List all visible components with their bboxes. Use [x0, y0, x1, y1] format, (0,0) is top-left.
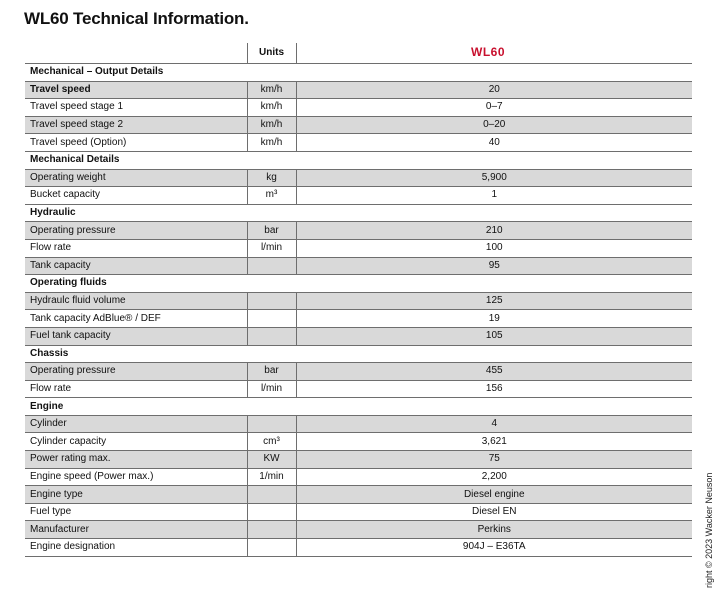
row-label: Manufacturer	[25, 521, 247, 539]
row-value: Diesel engine	[296, 486, 692, 504]
row-unit: bar	[247, 363, 296, 381]
row-unit	[247, 521, 296, 539]
table-row	[25, 327, 692, 345]
table-row	[25, 451, 692, 469]
row-unit	[247, 310, 296, 328]
table-row	[25, 81, 692, 99]
row-value: 5,900	[296, 169, 692, 187]
row-label: Flow rate	[25, 239, 247, 257]
row-value: 95	[296, 257, 692, 275]
row-unit	[247, 503, 296, 521]
row-value: 0–7	[296, 99, 692, 117]
row-label: Cylinder capacity	[25, 433, 247, 451]
row-label: Tank capacity AdBlue® / DEF	[25, 310, 247, 328]
row-label: Engine designation	[25, 539, 247, 557]
table-row	[25, 380, 692, 398]
row-unit: cm³	[247, 433, 296, 451]
row-unit: km/h	[247, 81, 296, 99]
table-row	[25, 468, 692, 486]
section-title: Engine	[25, 398, 692, 416]
table-header-row	[25, 43, 692, 64]
row-value: 125	[296, 292, 692, 310]
row-value: 75	[296, 451, 692, 469]
row-unit: KW	[247, 451, 296, 469]
table-row	[25, 187, 692, 205]
row-label: Cylinder	[25, 415, 247, 433]
table-row	[25, 239, 692, 257]
page-title: WL60 Technical Information.	[24, 9, 249, 28]
spec-table-body	[25, 64, 692, 557]
table-row	[25, 363, 692, 381]
row-value: 4	[296, 415, 692, 433]
row-unit	[247, 327, 296, 345]
table-row	[25, 257, 692, 275]
table-row	[25, 521, 692, 539]
section-title: Hydraulic	[25, 204, 692, 222]
spec-table	[25, 43, 692, 557]
table-row	[25, 415, 692, 433]
row-label: Power rating max.	[25, 451, 247, 469]
row-label: Fuel type	[25, 503, 247, 521]
table-row	[25, 292, 692, 310]
row-value: 455	[296, 363, 692, 381]
section-header-row	[25, 345, 692, 363]
table-row	[25, 539, 692, 557]
row-value: 2,200	[296, 468, 692, 486]
row-label: Travel speed stage 2	[25, 116, 247, 134]
row-label: Travel speed	[25, 81, 247, 99]
section-title: Mechanical – Output Details	[25, 64, 692, 82]
table-row	[25, 433, 692, 451]
section-title: Mechanical Details	[25, 151, 692, 169]
units-header: Units	[247, 43, 296, 64]
section-header-row	[25, 64, 692, 82]
row-unit: m³	[247, 187, 296, 205]
row-label: Hydraulc fluid volume	[25, 292, 247, 310]
table-row	[25, 169, 692, 187]
row-unit: bar	[247, 222, 296, 240]
row-label: Fuel tank capacity	[25, 327, 247, 345]
row-label: Flow rate	[25, 380, 247, 398]
row-value: 904J – E36TA	[296, 539, 692, 557]
table-row	[25, 486, 692, 504]
row-unit: l/min	[247, 380, 296, 398]
row-label: Travel speed (Option)	[25, 134, 247, 152]
row-unit: km/h	[247, 99, 296, 117]
row-value: 0–20	[296, 116, 692, 134]
table-row	[25, 503, 692, 521]
row-unit: km/h	[247, 134, 296, 152]
svg-text:WL60: WL60	[471, 45, 506, 60]
row-label: Engine speed (Power max.)	[25, 468, 247, 486]
section-header-row	[25, 151, 692, 169]
row-label: Operating pressure	[25, 222, 247, 240]
section-title: Operating fluids	[25, 275, 692, 293]
row-label: Travel speed stage 1	[25, 99, 247, 117]
copyright-notice: right © 2023 Wacker Neuson	[704, 472, 714, 588]
row-unit: km/h	[247, 116, 296, 134]
section-header-row	[25, 204, 692, 222]
row-value: 156	[296, 380, 692, 398]
row-unit	[247, 257, 296, 275]
row-label: Operating weight	[25, 169, 247, 187]
row-value: 19	[296, 310, 692, 328]
model-logo-header	[296, 43, 692, 64]
section-header-row	[25, 275, 692, 293]
row-value: 100	[296, 239, 692, 257]
table-row	[25, 222, 692, 240]
section-title: Chassis	[25, 345, 692, 363]
wl60-logo	[471, 45, 517, 59]
header-empty-cell	[25, 43, 247, 64]
row-unit	[247, 539, 296, 557]
row-value: 105	[296, 327, 692, 345]
row-unit: kg	[247, 169, 296, 187]
row-unit: 1/min	[247, 468, 296, 486]
table-row	[25, 99, 692, 117]
row-label: Tank capacity	[25, 257, 247, 275]
row-label: Engine type	[25, 486, 247, 504]
row-unit	[247, 415, 296, 433]
row-label: Operating pressure	[25, 363, 247, 381]
table-row	[25, 310, 692, 328]
section-header-row	[25, 398, 692, 416]
row-unit: l/min	[247, 239, 296, 257]
row-value: 210	[296, 222, 692, 240]
row-unit	[247, 292, 296, 310]
table-row	[25, 116, 692, 134]
row-value: Diesel EN	[296, 503, 692, 521]
row-value: Perkins	[296, 521, 692, 539]
row-value: 3,621	[296, 433, 692, 451]
row-value: 40	[296, 134, 692, 152]
row-label: Bucket capacity	[25, 187, 247, 205]
row-value: 20	[296, 81, 692, 99]
row-unit	[247, 486, 296, 504]
row-value: 1	[296, 187, 692, 205]
table-row	[25, 134, 692, 152]
